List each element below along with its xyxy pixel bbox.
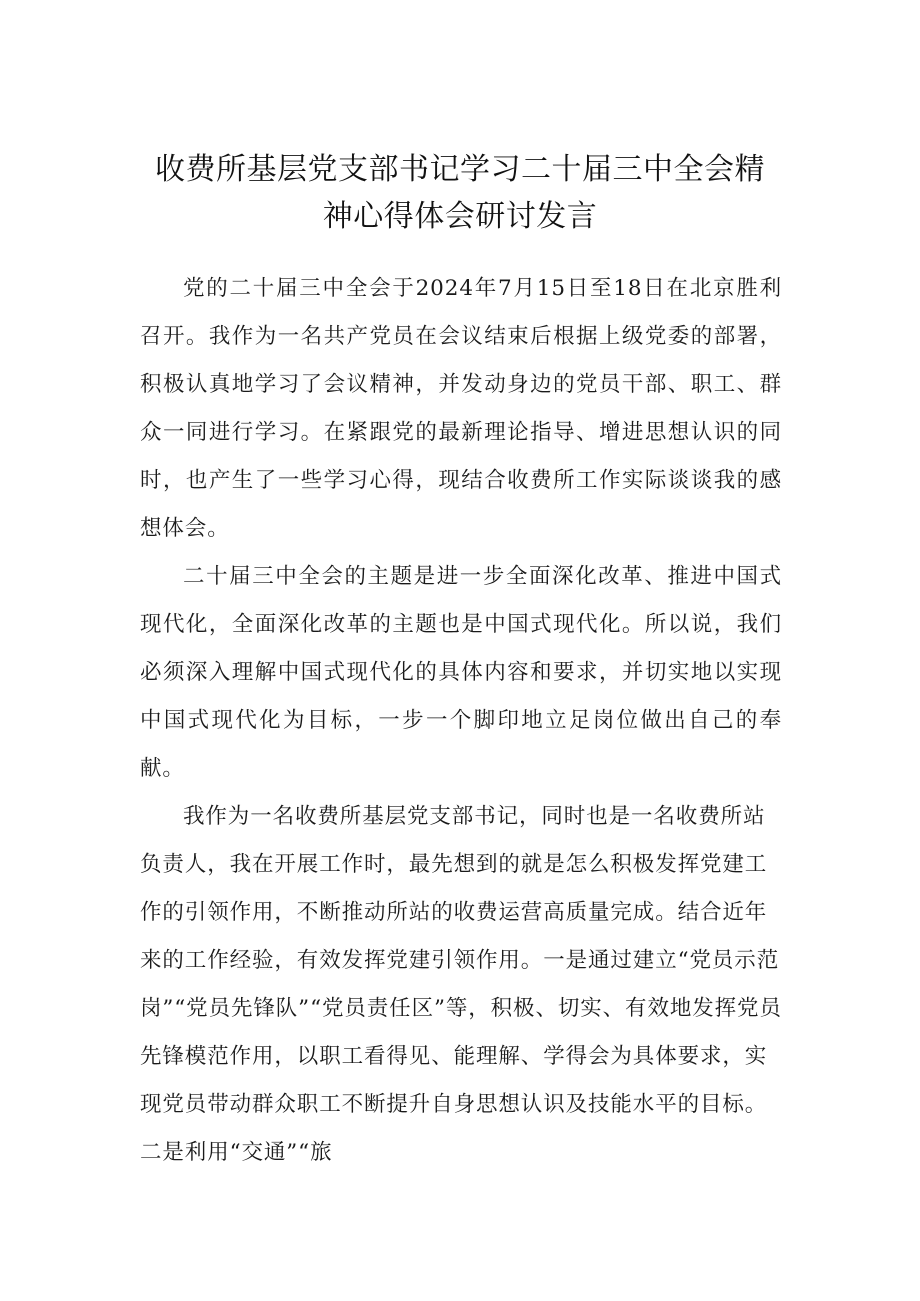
paragraph-1: 党的二十届三中全会于2024年7月15日至18日在北京胜利召开。我作为一名共产党员在会议结束后根据上级党委的部署，积极认真地学习了会议精神，并发动身边的党员干部、职工、群众一同进行学习。在紧跟党的最新理论指导、增进思想认识的同时，也产生了一些学习心得，现结合收费所工作实际谈谈我的感想体会。 xyxy=(140,276,782,541)
paragraph-2: 二十届三中全会的主题是进一步全面深化改革、推进中国式现代化，全面深化改革的主题也是中国式现代化。所以说，我们必须深入理解中国式现代化的具体内容和要求，并切实地以实现中国式现代化为目标，一步一个脚印地立足岗位做出自己的奉献。 xyxy=(140,564,782,781)
title-line-2: 神心得体会研讨发言 xyxy=(322,199,598,234)
document-title xyxy=(140,146,780,240)
paragraph-3: 我作为一名收费所基层党支部书记，同时也是一名收费所站负责人，我在开展工作时，最先想到的就是怎么积极发挥党建工作的引领作用，不断推动所站的收费运营高质量完成。结合近年来的工作经验，有效发挥党建引领作用。一是通过建立“党员示范岗”“党员先锋队”“党员责任区”等，积极、切实、有效地发挥党员先锋模范作用，以职工看得见、能理解、学得会为具体要求，实现党员带动群众职工不断提升自身思想认识及技能水平的目标。二是利用“交通”“旅 xyxy=(140,804,782,1165)
title-line-1: 收费所基层党支部书记学习二十届三中全会精 xyxy=(155,152,765,187)
document-body xyxy=(140,265,782,1177)
